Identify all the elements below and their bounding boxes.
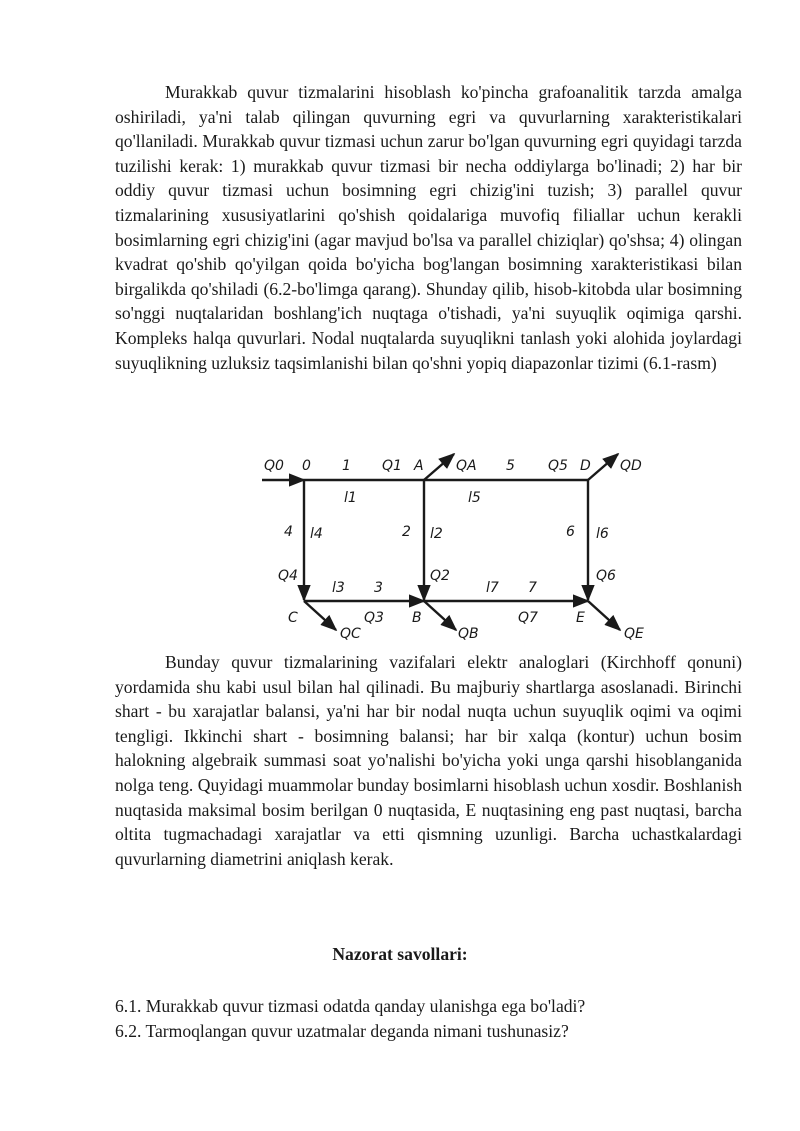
- label-section-1: 1: [342, 458, 351, 474]
- label-section-2: 2: [402, 524, 411, 540]
- label-qa: QA: [456, 458, 477, 474]
- label-section-5: 5: [506, 458, 515, 474]
- label-section-7: 7: [528, 580, 537, 596]
- label-node-0: 0: [302, 458, 311, 474]
- label-qb: QB: [458, 626, 479, 642]
- question-item: 6.1. Murakkab quvur tizmasi odatda qanday ulanishga ega bo'ladi?: [115, 996, 586, 1016]
- label-qd: QD: [620, 458, 642, 474]
- offtake-qe: [588, 601, 620, 630]
- label-node-b: B: [412, 610, 422, 626]
- pipe-network-diagram: [250, 446, 660, 646]
- label-l2: l2: [430, 526, 443, 542]
- label-q3: Q3: [364, 610, 384, 626]
- offtake-qd: [588, 454, 618, 480]
- section-heading: Nazorat savollari:: [332, 944, 468, 964]
- paragraph-intro: Murakkab quvur tizmalarini hisoblash ko'pincha grafoanalitik tarzda amalga oshiriladi, ya'ni talab qilingan quvurning egri va quvurlarning xarakteristikalari qo'llaniladi. Murakkab quvur tizmasi uchun zarur bo'lgan quvurning egri quyidagi tarzda tuzilishi kerak: 1) murakkab quvur tizmasi bir necha oddiylarga bo'linadi; 2) har bir oddiy quvur tizmasi uchun bosimning egri chizig'ini tuzish; 3) parallel quvur tizmalarining xususiyatlarini qo'shish qoidalariga muvofiq filiallar uchun kerakli bosimlarning egri chizig'ini (agar mavjud bo'lsa va parallel chiziqlar) qo'shsa; 4) olingan kvadrat qo'shib qo'yilgan qoida bo'yicha bog'langan bosimning xarakteristikasi bilan birgalikda qo'shiladi (6.2-bo'limga qarang). Shunday qilib, hisob-kitobda ular bosimning so'nggi nuqtalaridan boshlang'ich nuqtaga o'tishadi, ya'ni suyuqlik oqimiga qarshi. Kompleks halqa quvurlari. Nodal nuqtalarda suyuqlikni tanlash yoki alohida joylardagi suyuqlikning uzluksiz taqsimlanishi bilan qo'shni yopiq diapazonlar tizimi (6.1-rasm): [115, 82, 742, 373]
- label-q0: Q0: [264, 458, 284, 474]
- label-q1: Q1: [382, 458, 402, 474]
- label-q6: Q6: [596, 568, 616, 584]
- label-l1: l1: [344, 490, 357, 506]
- label-section-4: 4: [284, 524, 293, 540]
- label-section-6: 6: [566, 524, 575, 540]
- label-section-3: 3: [374, 580, 383, 596]
- question-item: 6.2. Tarmoqlangan quvur uzatmalar deganda nimani tushunasiz?: [115, 1021, 569, 1041]
- label-q5: Q5: [548, 458, 568, 474]
- label-node-a: A: [414, 458, 424, 474]
- label-l6: l6: [596, 526, 609, 542]
- label-q7: Q7: [518, 610, 538, 626]
- label-l7: l7: [486, 580, 499, 596]
- offtake-qc: [304, 601, 336, 630]
- label-l5: l5: [468, 490, 481, 506]
- label-qc: QC: [340, 626, 361, 642]
- label-q4: Q4: [278, 568, 298, 584]
- offtake-qb: [424, 601, 456, 630]
- label-qe: QE: [624, 626, 644, 642]
- paragraph-analogy: Bunday quvur tizmalarining vazifalari elektr analoglari (Kirchhoff qonuni) yordamida shu kabi usul bilan hal qilinadi. Bu majburiy shartlarga asoslanadi. Birinchi shart - bu xarajatlar balansi, ya'ni har bir nodal nuqta uchun suyuqlik oqimi va oqimi tengligi. Ikkinchi shart - bosimning balansi; har bir xalqa (kontur) uchun bosim halokning algebraik summasi soat yo'nalishi bo'yicha yoki unga qarshi hisoblanganida nolga teng. Quyidagi muammolar bunday bosimlarni hisoblash uchun xosdir. Boshlanish nuqtasida maksimal bosim berilgan 0 nuqtasida, E nuqtasining eng past nuqtasi, barcha oltita tugmachadagi xarajatlar va etti qismning uzunligi. Barcha uchastkalardagi quvurlarning diametrini aniqlash kerak.: [115, 652, 742, 869]
- label-l3: l3: [332, 580, 345, 596]
- pipe-network-svg: [250, 446, 660, 646]
- label-node-e: E: [576, 610, 585, 626]
- label-q2: Q2: [430, 568, 450, 584]
- offtake-qa: [424, 454, 454, 480]
- label-node-c: C: [288, 610, 298, 626]
- label-l4: l4: [310, 526, 323, 542]
- label-node-d: D: [580, 458, 591, 474]
